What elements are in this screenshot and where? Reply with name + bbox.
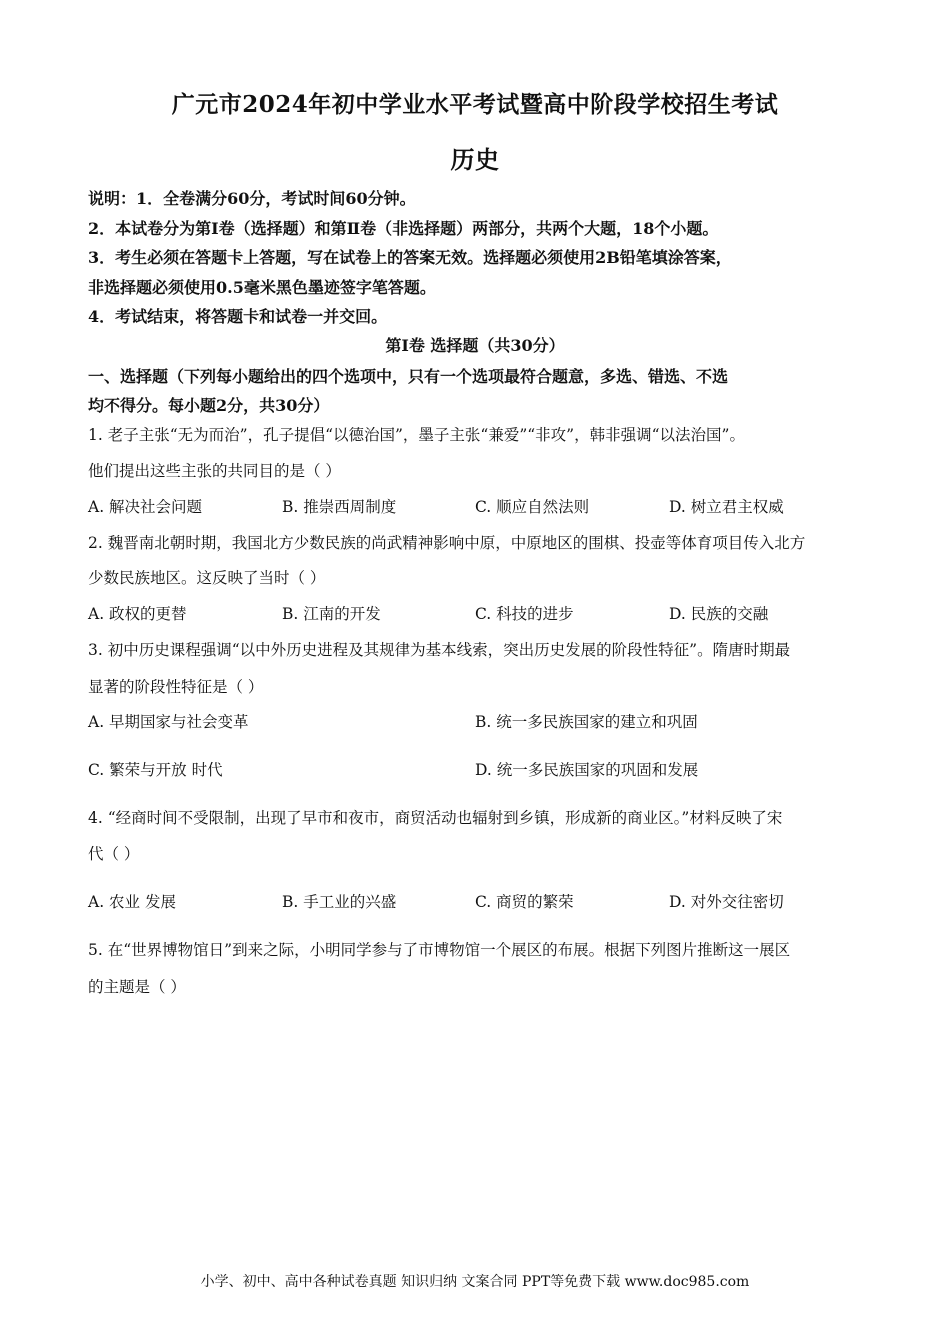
question-4-option-b[interactable]: B. 手工业的兴盛 bbox=[282, 893, 397, 911]
instruction-3-cont: 非选择题必须使用0.5毫米黑色墨迹签字笔答题。 bbox=[88, 278, 436, 297]
question-4-option-c[interactable]: C. 商贸的繁荣 bbox=[475, 893, 574, 911]
page-footer: 小学、初中、高中各种试卷真题 知识归纳 文案合同 PPT等免费下载 www.doc985.com bbox=[200, 1274, 750, 1290]
question-4-option-a[interactable]: A. 农业 发展 bbox=[88, 893, 176, 911]
question-2-stem-cont: 少数民族地区。这反映了当时（ ） bbox=[88, 569, 326, 587]
question-3-option-a[interactable]: A. 早期国家与社会变革 bbox=[88, 713, 249, 731]
question-4-stem-cont: 代（ ） bbox=[88, 845, 140, 863]
question-4-stem: 4. “经商时间不受限制，出现了早市和夜市，商贸活动也辐射到乡镇，形成新的商业区。”材料反映了宋 bbox=[88, 809, 783, 827]
question-3-option-d[interactable]: D. 统一多民族国家的巩固和发展 bbox=[475, 761, 699, 779]
instruction-4: 4．考试结束，将答题卡和试卷一并交回。 bbox=[88, 307, 388, 326]
question-2-option-a[interactable]: A. 政权的更替 bbox=[88, 605, 187, 623]
question-1-option-d[interactable]: D. 树立君主权威 bbox=[669, 498, 784, 516]
instruction-3: 3．考生必须在答题卡上答题，写在试卷上的答案无效。选择题必须使用2B铅笔填涂答案， bbox=[88, 248, 732, 267]
question-2-stem: 2. 魏晋南北朝时期，我国北方少数民族的尚武精神影响中原，中原地区的围棋、投壶等体育项目传入北方 bbox=[88, 534, 806, 552]
question-1-stem: 1. 老子主张“无为而治”，孔子提倡“以德治国”，墨子主张“兼爱”“非攻”，韩非强调“以法治国”。 bbox=[88, 426, 745, 444]
question-1-option-b[interactable]: B. 推崇西周制度 bbox=[282, 498, 397, 516]
section-intro: 一、选择题（下列每小题给出的四个选项中，只有一个选项最符合题意，多选、错选、不选 bbox=[88, 367, 729, 386]
question-1-option-c[interactable]: C. 顺应自然法则 bbox=[475, 498, 590, 516]
exam-title: 广元市2024年初中学业水平考试暨高中阶段学校招生考试 bbox=[171, 91, 779, 118]
question-5-stem: 5. 在“世界博物馆日”到来之际，小明同学参与了市博物馆一个展区的布展。根据下列图片推断这一展区 bbox=[88, 941, 791, 959]
question-1-option-a[interactable]: A. 解决社会问题 bbox=[88, 498, 203, 516]
question-2-option-b[interactable]: B. 江南的开发 bbox=[282, 605, 381, 623]
question-3-option-b[interactable]: B. 统一多民族国家的建立和巩固 bbox=[475, 713, 698, 731]
section-intro-cont: 均不得分。每小题2分，共30分） bbox=[88, 396, 330, 415]
question-3-option-c[interactable]: C. 繁荣与开放 时代 bbox=[88, 761, 223, 779]
section-heading: 第Ⅰ卷 选择题（共30分） bbox=[385, 336, 565, 355]
question-4-option-d[interactable]: D. 对外交往密切 bbox=[669, 893, 784, 911]
instruction-1: 说明：1．全卷满分60分，考试时间60分钟。 bbox=[88, 189, 416, 208]
question-2-option-c[interactable]: C. 科技的进步 bbox=[475, 605, 574, 623]
question-3-stem: 3. 初中历史课程强调“以中外历史进程及其规律为基本线索，突出历史发展的阶段性特征”。隋唐时期最 bbox=[88, 641, 791, 659]
subject-title: 历史 bbox=[450, 145, 500, 174]
question-3-stem-cont: 显著的阶段性特征是（ ） bbox=[88, 678, 264, 696]
question-5-stem-cont: 的主题是（ ） bbox=[88, 978, 186, 996]
question-2-option-d[interactable]: D. 民族的交融 bbox=[669, 605, 769, 623]
question-1-stem-cont: 他们提出这些主张的共同目的是（ ） bbox=[88, 462, 341, 480]
instruction-2: 2．本试卷分为第Ⅰ卷（选择题）和第Ⅱ卷（非选择题）两部分，共两个大题，18个小题。 bbox=[88, 219, 719, 238]
